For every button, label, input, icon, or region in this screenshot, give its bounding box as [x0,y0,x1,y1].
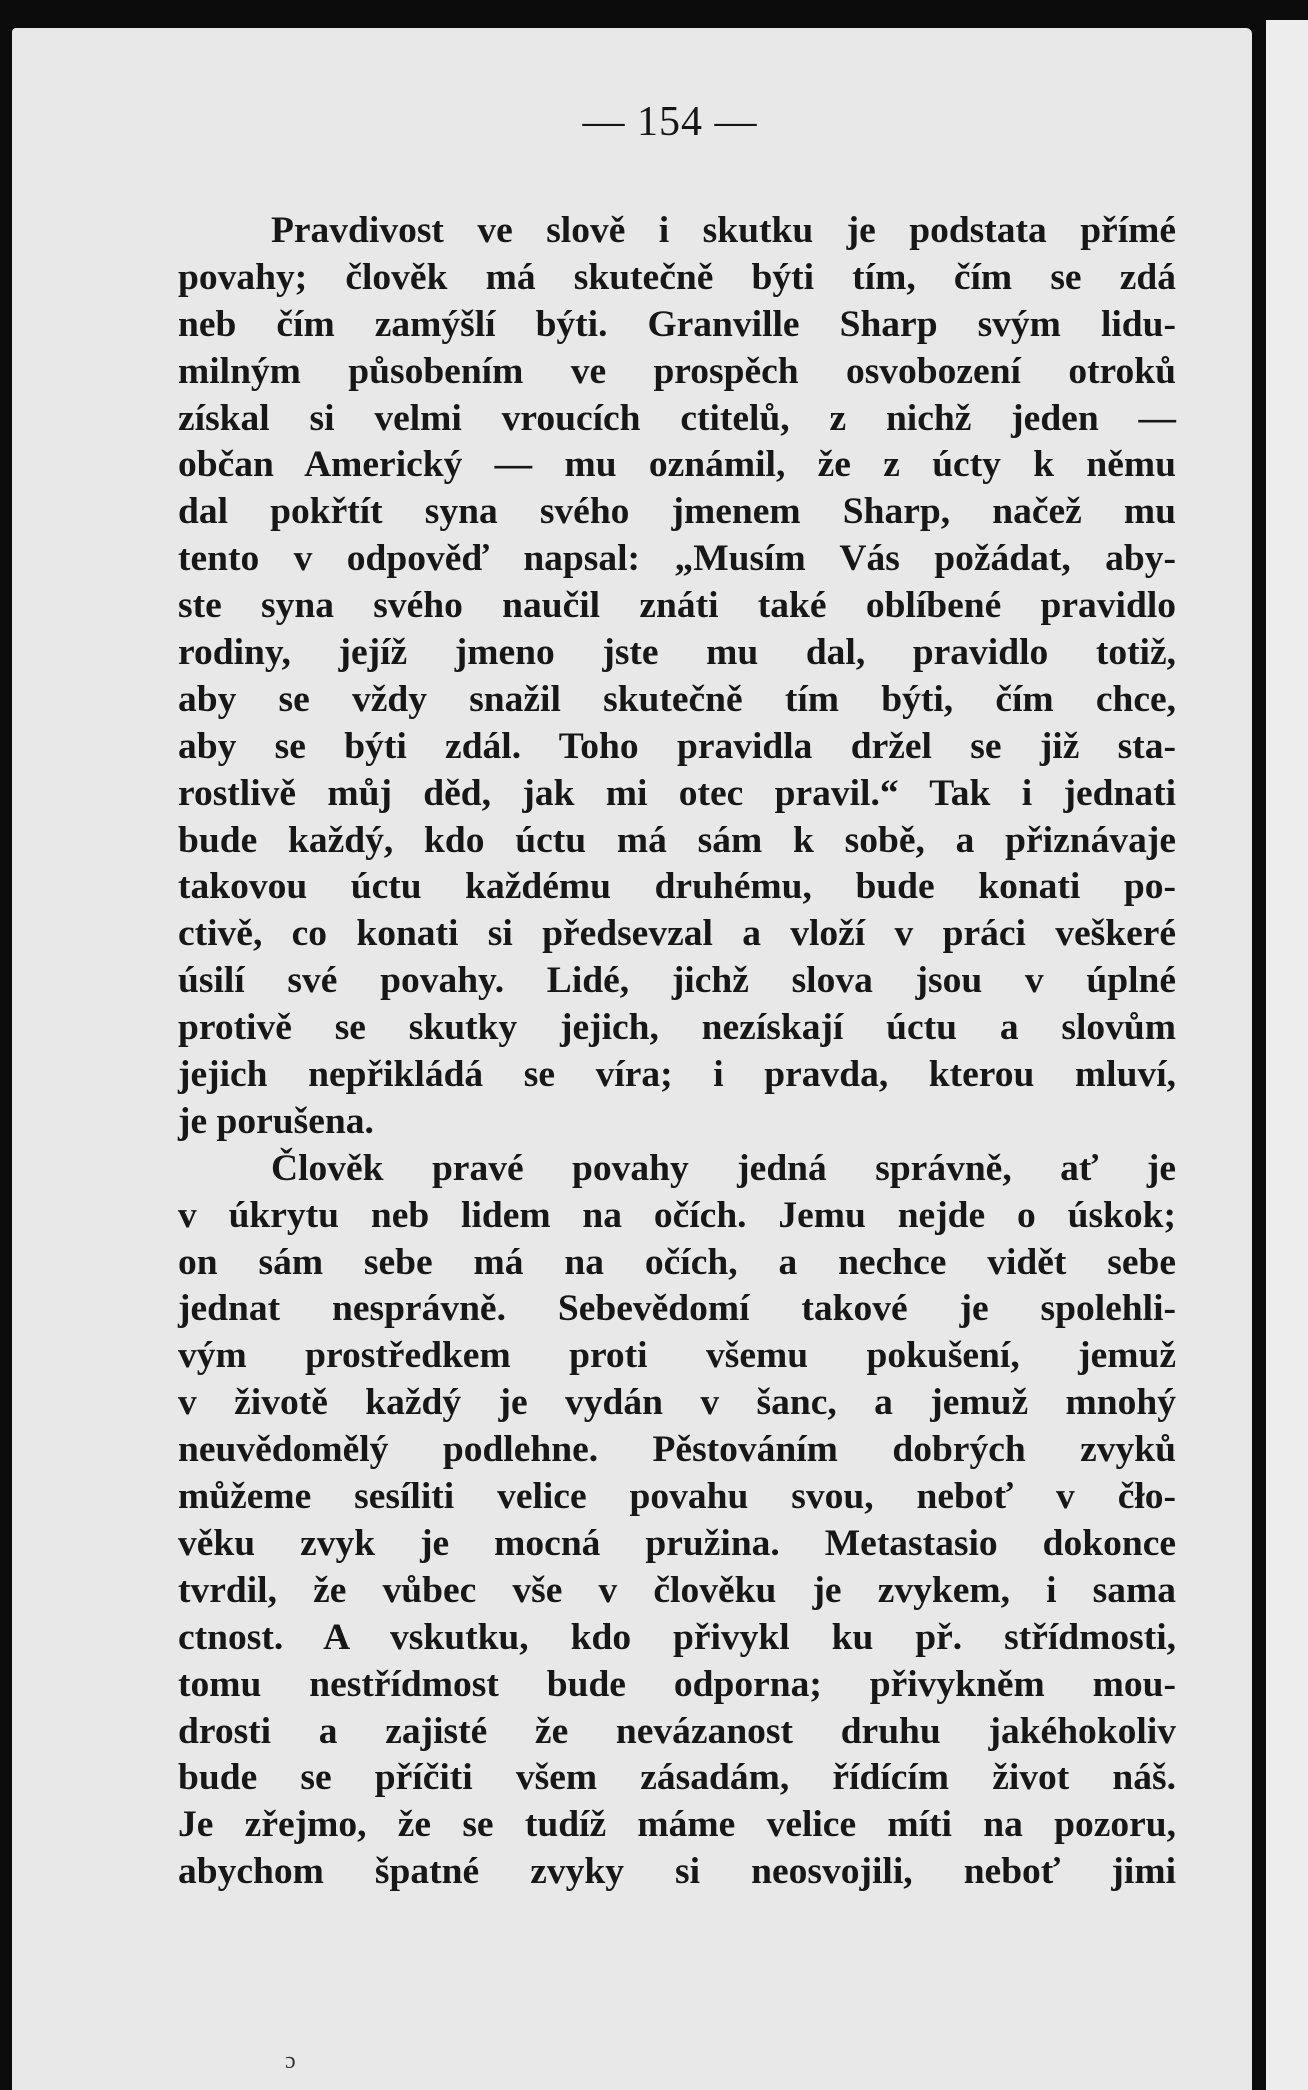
text-line: abychom špatné zvyky si neosvojili, neboť jimi [178,1851,1176,1893]
text-line: můžeme sesíliti velice povahu svou, neboť v čło- [178,1476,1176,1518]
text-line: takovou úctu každému druhému, bude konati po- [178,866,1176,908]
facing-page-edge [1266,20,1308,2090]
text-line: je porušena. [178,1100,374,1142]
text-line: úsilí své povahy. Lidé, jichž slova jsou v úplné [178,960,1176,1002]
text-line: jednat nesprávně. Sebevědomí takové je spolehli- [178,1288,1176,1330]
stray-mark: ɔ [285,2048,296,2074]
text-line: neb čím zamýšlí býti. Granville Sharp svým lidu- [178,303,1176,345]
text-line: ste syna svého naučil znáti také oblíbené pravidlo [178,585,1176,627]
text-line: dal pokřtít syna svého jmenem Sharp, načež mu [178,491,1176,533]
text-line: věku zvyk je mocná pružina. Metastasio dokonce [178,1522,1176,1564]
text-line: bude se příčiti všem zásadám, řídícím život náš. [178,1757,1176,1799]
text-line: Je zřejmo, že se tudíž máme velice míti na pozoru, [178,1804,1176,1846]
text-line: tomu nestřídmost bude odporna; přivykněm mou- [178,1663,1176,1705]
text-line: vým prostředkem proti všemu pokušení, jemuž [178,1335,1176,1377]
text-line: aby se vždy snažil skutečně tím býti, čím chce, [178,678,1176,720]
text-line: Pravdivost ve slově i skutku je podstata přímé [271,210,1176,251]
text-line: on sám sebe má na očích, a nechce vidět sebe [178,1241,1176,1283]
text-line: drosti a zajisté že nevázanost druhu jakéhokoliv [178,1710,1176,1752]
text-line: ctivě, co konati si předsevzal a vloží v práci veškeré [178,913,1176,955]
text-line: občan Americký — mu oznámil, že z úcty k němu [178,444,1176,486]
text-line: získal si velmi vroucích ctitelů, z nichž jeden — [178,397,1176,439]
text-line: rodiny, jejíž jmeno jste mu dal, pravidlo totiž, [178,632,1176,674]
text-line: bude každý, kdo úctu má sám k sobě, a přiznávaje [178,819,1176,861]
text-line: milným působením ve prospěch osvobození otroků [178,350,1176,392]
text-line: rostlivě můj děd, jak mi otec pravil.“ Tak i jednati [178,772,1176,814]
text-line: tvrdil, že vůbec vše v člověku je zvykem, i sama [178,1569,1176,1611]
text-line: Člověk pravé povahy jedná správně, ať je [271,1147,1176,1189]
body-text [178,208,1176,1896]
page-number: — 154 — [582,99,758,145]
text-line: ctnost. A vskutku, kdo přivykl ku př. střídmosti, [178,1616,1176,1658]
text-line: neuvědomělý podlehne. Pěstováním dobrých zvyků [178,1429,1176,1471]
text-line: v životě každý je vydán v šanc, a jemuž mnohý [178,1382,1176,1424]
text-line: protivě se skutky jejich, nezískají úctu a slovům [178,1007,1176,1049]
text-line: povahy; člověk má skutečně býti tím, čím se zdá [178,256,1176,298]
text-line: v úkrytu neb lidem na očích. Jemu nejde o úskok; [178,1194,1176,1236]
text-line: aby se býti zdál. Toho pravidla držel se již sta- [178,725,1176,767]
text-line: tento v odpověď napsal: „Musím Vás požádat, aby- [178,538,1176,580]
text-line: jejich nepřikládá se víra; i pravda, kterou mluví, [178,1054,1176,1096]
